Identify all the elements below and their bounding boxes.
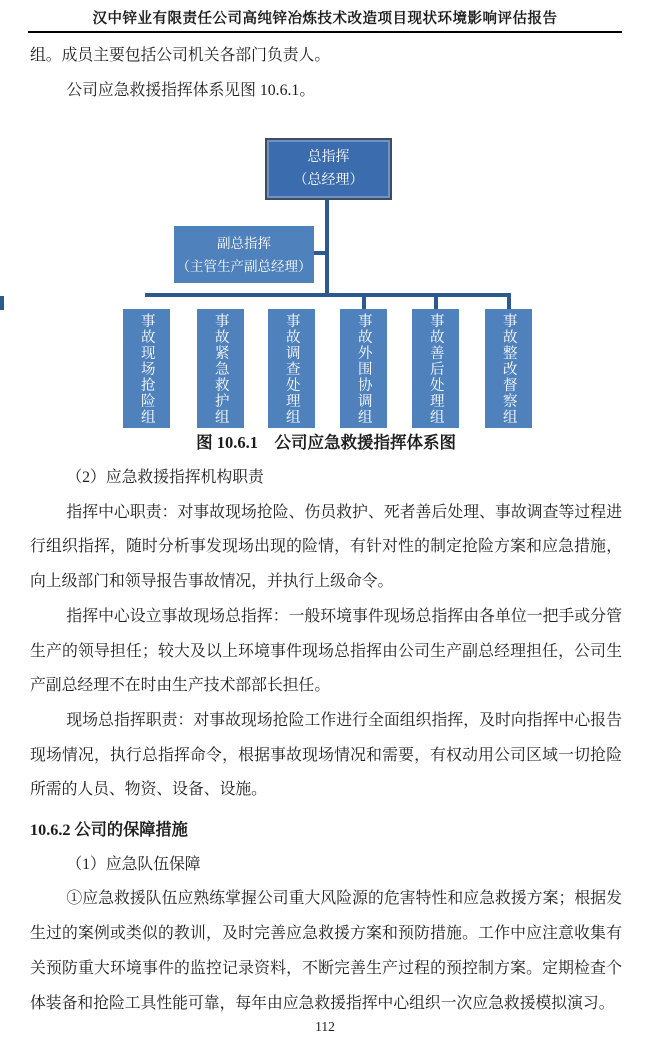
org-node-team-aftermath — [412, 309, 459, 428]
org-node-team-label: 事故外围协调组 — [355, 312, 372, 425]
org-node-commander — [265, 138, 392, 200]
paragraph-site-commander-duties: 现场总指挥职责：对事故现场抢险工作进行全面组织指挥，及时向指挥中心报告现场情况，执行总指挥命令，根据事故现场情况和需要，有权动用公司区域一切抢险所需的人员、物资、设备、设施。 — [30, 711, 622, 799]
org-chart-horizontal-line — [145, 293, 511, 297]
paragraph-site-commander-setup: 指挥中心设立事故现场总指挥：一般环境事件现场总指挥由各单位一把手或分管生产的领导担任；较大及以上环境事件现场总指挥由公司生产副总经理担任，公司生产副总经理不在时由生产技术部部长担任。 — [30, 607, 622, 695]
org-node-commander-role: （总经理） — [293, 173, 364, 188]
org-node-team-perimeter-coordination — [340, 309, 387, 428]
org-node-deputy-role: （主管生产副总经理） — [176, 258, 312, 274]
page-header-title: 汉中锌业有限责任公司高纯锌冶炼技术改造项目现状环境影响评估报告 — [92, 11, 558, 27]
intro-line-1: 组。成员主要包括公司机关各部门负责人。 — [30, 47, 331, 64]
org-node-team-label: 事故善后处理组 — [427, 312, 444, 425]
org-node-team-label: 事故调查处理组 — [283, 312, 300, 425]
subsection-title-team-guarantee: （1）应急队伍保障 — [66, 855, 201, 873]
body-text — [30, 461, 622, 1021]
paragraph-team-guarantee-detail: ①应急救援队伍应熟练掌握公司重大风险源的危害特性和应急救援方案；根据发生过的案例或类似的教训，及时完善应急救援方案和预防措施。工作中应注意收集有关预防重大环境事件的监控记录资料，不断完善生产过程的预控制方案。定期检查个体装备和抢险工具性能可靠，每年由应急救援指挥中心组织一次应急救援模拟演习。 — [30, 890, 622, 1012]
org-chart-figure — [0, 0, 650, 460]
section-heading-10-6-2: 10.6.2 公司的保障措施 — [30, 821, 188, 840]
org-chart-team-stub-1 — [362, 296, 366, 310]
org-node-team-rectification-supervision — [485, 309, 532, 428]
org-node-deputy-title: 副总指挥 — [217, 235, 271, 251]
org-chart-team-stub-6 — [0, 296, 4, 310]
org-node-deputy-commander — [174, 226, 314, 283]
page-number: 112 — [315, 1019, 335, 1034]
org-chart-main-vertical-line — [325, 196, 329, 296]
org-chart-team-stub-2 — [434, 296, 438, 310]
paragraph-command-center-duties: 指挥中心职责：对事故现场抢险、伤员救护、死者善后处理、事故调查等过程进行组织指挥，随时分析事发现场出现的险情，有针对性的制定抢险方案和应急措施，向上级部门和领导报告事故情况，并执行上级命令。 — [30, 503, 622, 591]
subsection-title-duties: （2）应急救援指挥机构职责 — [66, 469, 264, 486]
org-chart-deputy-stub-line — [314, 251, 325, 255]
org-node-team-label: 事故整改督察组 — [500, 312, 517, 425]
org-node-team-label: 事故现场抢险组 — [138, 312, 155, 425]
org-node-team-site-rescue — [123, 309, 170, 428]
org-node-team-investigation — [268, 309, 315, 428]
figure-caption: 图 10.6.1 公司应急救援指挥体系图 — [196, 433, 456, 452]
org-chart-team-stub-3 — [507, 296, 511, 310]
org-node-team-emergency-aid — [197, 309, 244, 428]
org-node-commander-title: 总指挥 — [307, 150, 350, 165]
intro-line-2: 公司应急救援指挥体系见图 10.6.1。 — [66, 82, 316, 99]
org-node-team-label: 事故紧急救护组 — [212, 312, 229, 425]
